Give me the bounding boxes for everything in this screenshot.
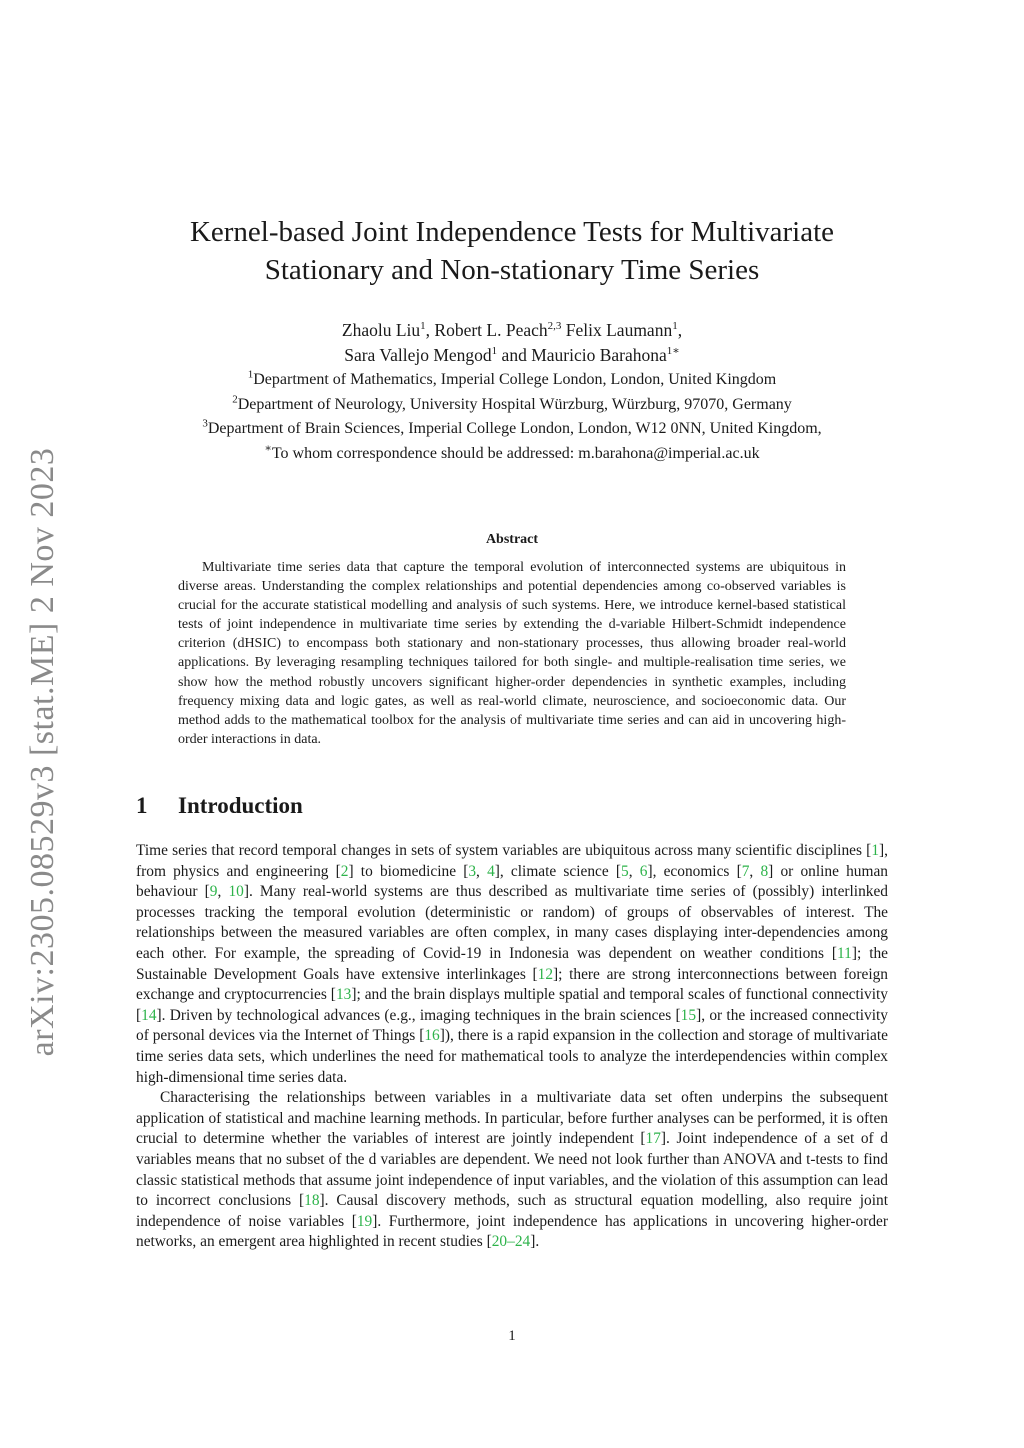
author-name: Felix Laumann	[565, 320, 673, 340]
abstract-heading: Abstract	[485, 532, 539, 547]
text-run: ]; the Sustainable Development Goals have extensive interlinkages [	[136, 944, 888, 983]
author-sup: 1	[672, 320, 678, 333]
author-sup: 1	[491, 345, 498, 358]
citation-link[interactable]: 11	[837, 944, 852, 962]
author-name: Mauricio Barahona	[531, 345, 667, 365]
affiliation-text: Department of Neurology, University Hospital Würzburg, Würzburg, 97070, Germany	[237, 395, 792, 413]
citation-link[interactable]: 14	[141, 1006, 157, 1024]
text-run: ]. Furthermore, joint independence has applications in uncovering higher-order networks, an emergent area highlighted in recent studies [	[136, 1212, 888, 1251]
citation-link[interactable]: 10	[228, 883, 244, 901]
author-name: Robert L. Peach	[434, 320, 548, 340]
citation-link[interactable]: 12	[537, 965, 554, 983]
title-line-2: Stationary and Non-stationary Time Series	[264, 254, 760, 286]
text-run: ]. Causal discovery methods, such as structural equation modelling, also require joint independence of noise variables [	[136, 1192, 888, 1230]
affiliation-sup: ∗	[264, 442, 272, 455]
citation-link[interactable]: 1	[871, 842, 880, 859]
text-run: ]; there are strong interconnections between foreign exchange and cryptocurrencies [	[136, 965, 888, 1004]
citation-link[interactable]: 6	[639, 862, 648, 880]
affiliation-sup: 3	[202, 417, 208, 430]
author-sup: 1∗	[666, 345, 680, 358]
paragraph	[136, 841, 888, 1088]
author-name: Zhaolu Liu	[341, 320, 421, 340]
citation-link[interactable]: 8	[760, 862, 769, 880]
citation-link[interactable]: 15	[680, 1006, 697, 1024]
text-run: ]. Joint independence of a set of d variables means that no subset of the d variables are dependent. We need not look further than ANOVA and t-tests to find classic statistical methods that assume joint independence of input variables, and the violation of this assumption can lead to incorrect conclusions [	[136, 1130, 888, 1210]
text-run: ,	[628, 862, 640, 880]
text-run: ,	[476, 862, 488, 880]
text-run: ]; and the brain displays multiple spatial and temporal scales of functional connectivity [	[136, 986, 888, 1024]
text-run: ]. Many real-world systems are thus described as multivariate time series of (possibly) interlinked processes tracking the temporal evolution (deterministic or random) of groups of observables of interest. The relationships between the measured variables are often complex, in many cases displaying inter-dependencies among each other. For example, the spreading of Covid-19 in Indonesia was dependent on weather conditions [	[136, 883, 888, 962]
text-run: ] or online human behaviour [	[136, 862, 888, 901]
citation-link[interactable]: 9	[209, 883, 218, 901]
affiliation-text: Department of Mathematics, Imperial College London, London, United Kingdom	[253, 371, 777, 388]
author-block	[136, 318, 888, 466]
citation-link[interactable]: 19	[356, 1212, 373, 1230]
author-line-2	[136, 343, 888, 368]
section-number: 1	[136, 793, 148, 818]
paper-title	[136, 213, 888, 289]
author-sup: 1	[420, 320, 426, 333]
citation-link[interactable]: 20–24	[491, 1233, 531, 1251]
paragraph	[136, 1088, 888, 1253]
section-title: Introduction	[178, 793, 303, 818]
affiliation-text: Department of Brain Sciences, Imperial College London, London, W12 0NN, United Kingdom,	[207, 420, 822, 437]
citation-link[interactable]: 2	[340, 862, 349, 880]
text-run: ,	[749, 862, 761, 880]
citation-link[interactable]: 13	[335, 986, 352, 1004]
text-run: Characterising the relationships between variables in a multivariate data set often underpins the subsequent application of statistical and machine learning methods. In particular, before further analyses can be performed, it is often crucial to determine whether the variables of interest are jointly independent [	[136, 1089, 888, 1148]
citation-link[interactable]: 3	[468, 862, 477, 880]
text-run: ,	[217, 883, 229, 901]
text-run: ].	[530, 1233, 540, 1251]
affiliation-sup: 2	[232, 393, 238, 406]
citation-link[interactable]: 4	[487, 862, 495, 880]
author-conjunction: and	[501, 345, 527, 365]
arxiv-stamp	[20, 445, 66, 1060]
text-run: ], economics [	[647, 862, 742, 880]
citation-link[interactable]: 7	[741, 862, 750, 880]
text-run: ], or the increased connectivity of personal devices via the Internet of Things [	[136, 1006, 888, 1045]
title-line-1: Kernel-based Joint Independence Tests for Multivariate	[189, 216, 835, 248]
affiliation-text: To whom correspondence should be addressed: m.barahona@imperial.ac.uk	[271, 444, 760, 462]
abstract-text: Multivariate time series data that capture the temporal evolution of interconnected systems are ubiquitous in diverse areas. Understanding the complex relationships and potential dependencies among co-observed variables is crucial for the accurate statistical modelling and analysis of such systems. Here, we introduce kernel-based statistical tests of joint independence in multivariate time series by extending the d-variable Hilbert-Schmidt independence criterion (dHSIC) to encompass both stationary and non-stationary processes, thus allowing broader real-world applications. By leveraging resampling techniques tailored for both single- and multiple-realisation time series, we show how the method robustly uncovers significant higher-order dependencies in synthetic examples, including frequency mixing data and logic gates, as well as real-world climate, neuroscience, and socioeconomic data. Our method adds to the mathematical toolbox for the analysis of multivariate time series and can aid in uncovering high-order interactions in data.	[178, 560, 846, 747]
text-run: ]), there is a rapid expansion in the collection and storage of multivariate time series data sets, which underlines the need for mathematical tools to analyze the interdependencies within complex high-dimensional time series data.	[136, 1027, 888, 1086]
section-heading	[136, 793, 303, 819]
correspondence-note	[136, 442, 888, 467]
text-run: ]. Driven by technological advances (e.g., imaging techniques in the brain sciences [	[156, 1006, 681, 1024]
text-run: ] to biomedicine [	[348, 862, 469, 880]
affiliation-2	[136, 393, 888, 418]
author-line-1: Zhaolu Liu$^1$, Robert L. Peach$^{2,3}$ Felix Laumann$^1$,	[341, 320, 683, 340]
citation-link[interactable]: 5	[621, 862, 629, 880]
page-number: 1	[508, 1328, 516, 1344]
citation-link[interactable]: 16	[424, 1027, 440, 1045]
affiliation-sup: 1	[247, 368, 254, 381]
affiliation-1	[136, 368, 888, 393]
text-run: ], from physics and engineering [	[136, 842, 888, 880]
author-name: Sara Vallejo Mengod	[344, 345, 492, 365]
body-text	[136, 841, 888, 1253]
text-run: ], climate science [	[494, 862, 621, 880]
citation-link[interactable]: 17	[645, 1130, 661, 1148]
author-sup: 2,3	[547, 320, 562, 333]
arxiv-stamp-text: arXiv:2305.08529v3 [stat.ME] 2 Nov 2023	[24, 447, 61, 1057]
citation-link[interactable]: 18	[304, 1192, 320, 1210]
text-run: Time series that record temporal changes in sets of system variables are ubiquitous across many scientific disciplines [	[136, 842, 872, 859]
affiliation-3	[136, 417, 888, 442]
